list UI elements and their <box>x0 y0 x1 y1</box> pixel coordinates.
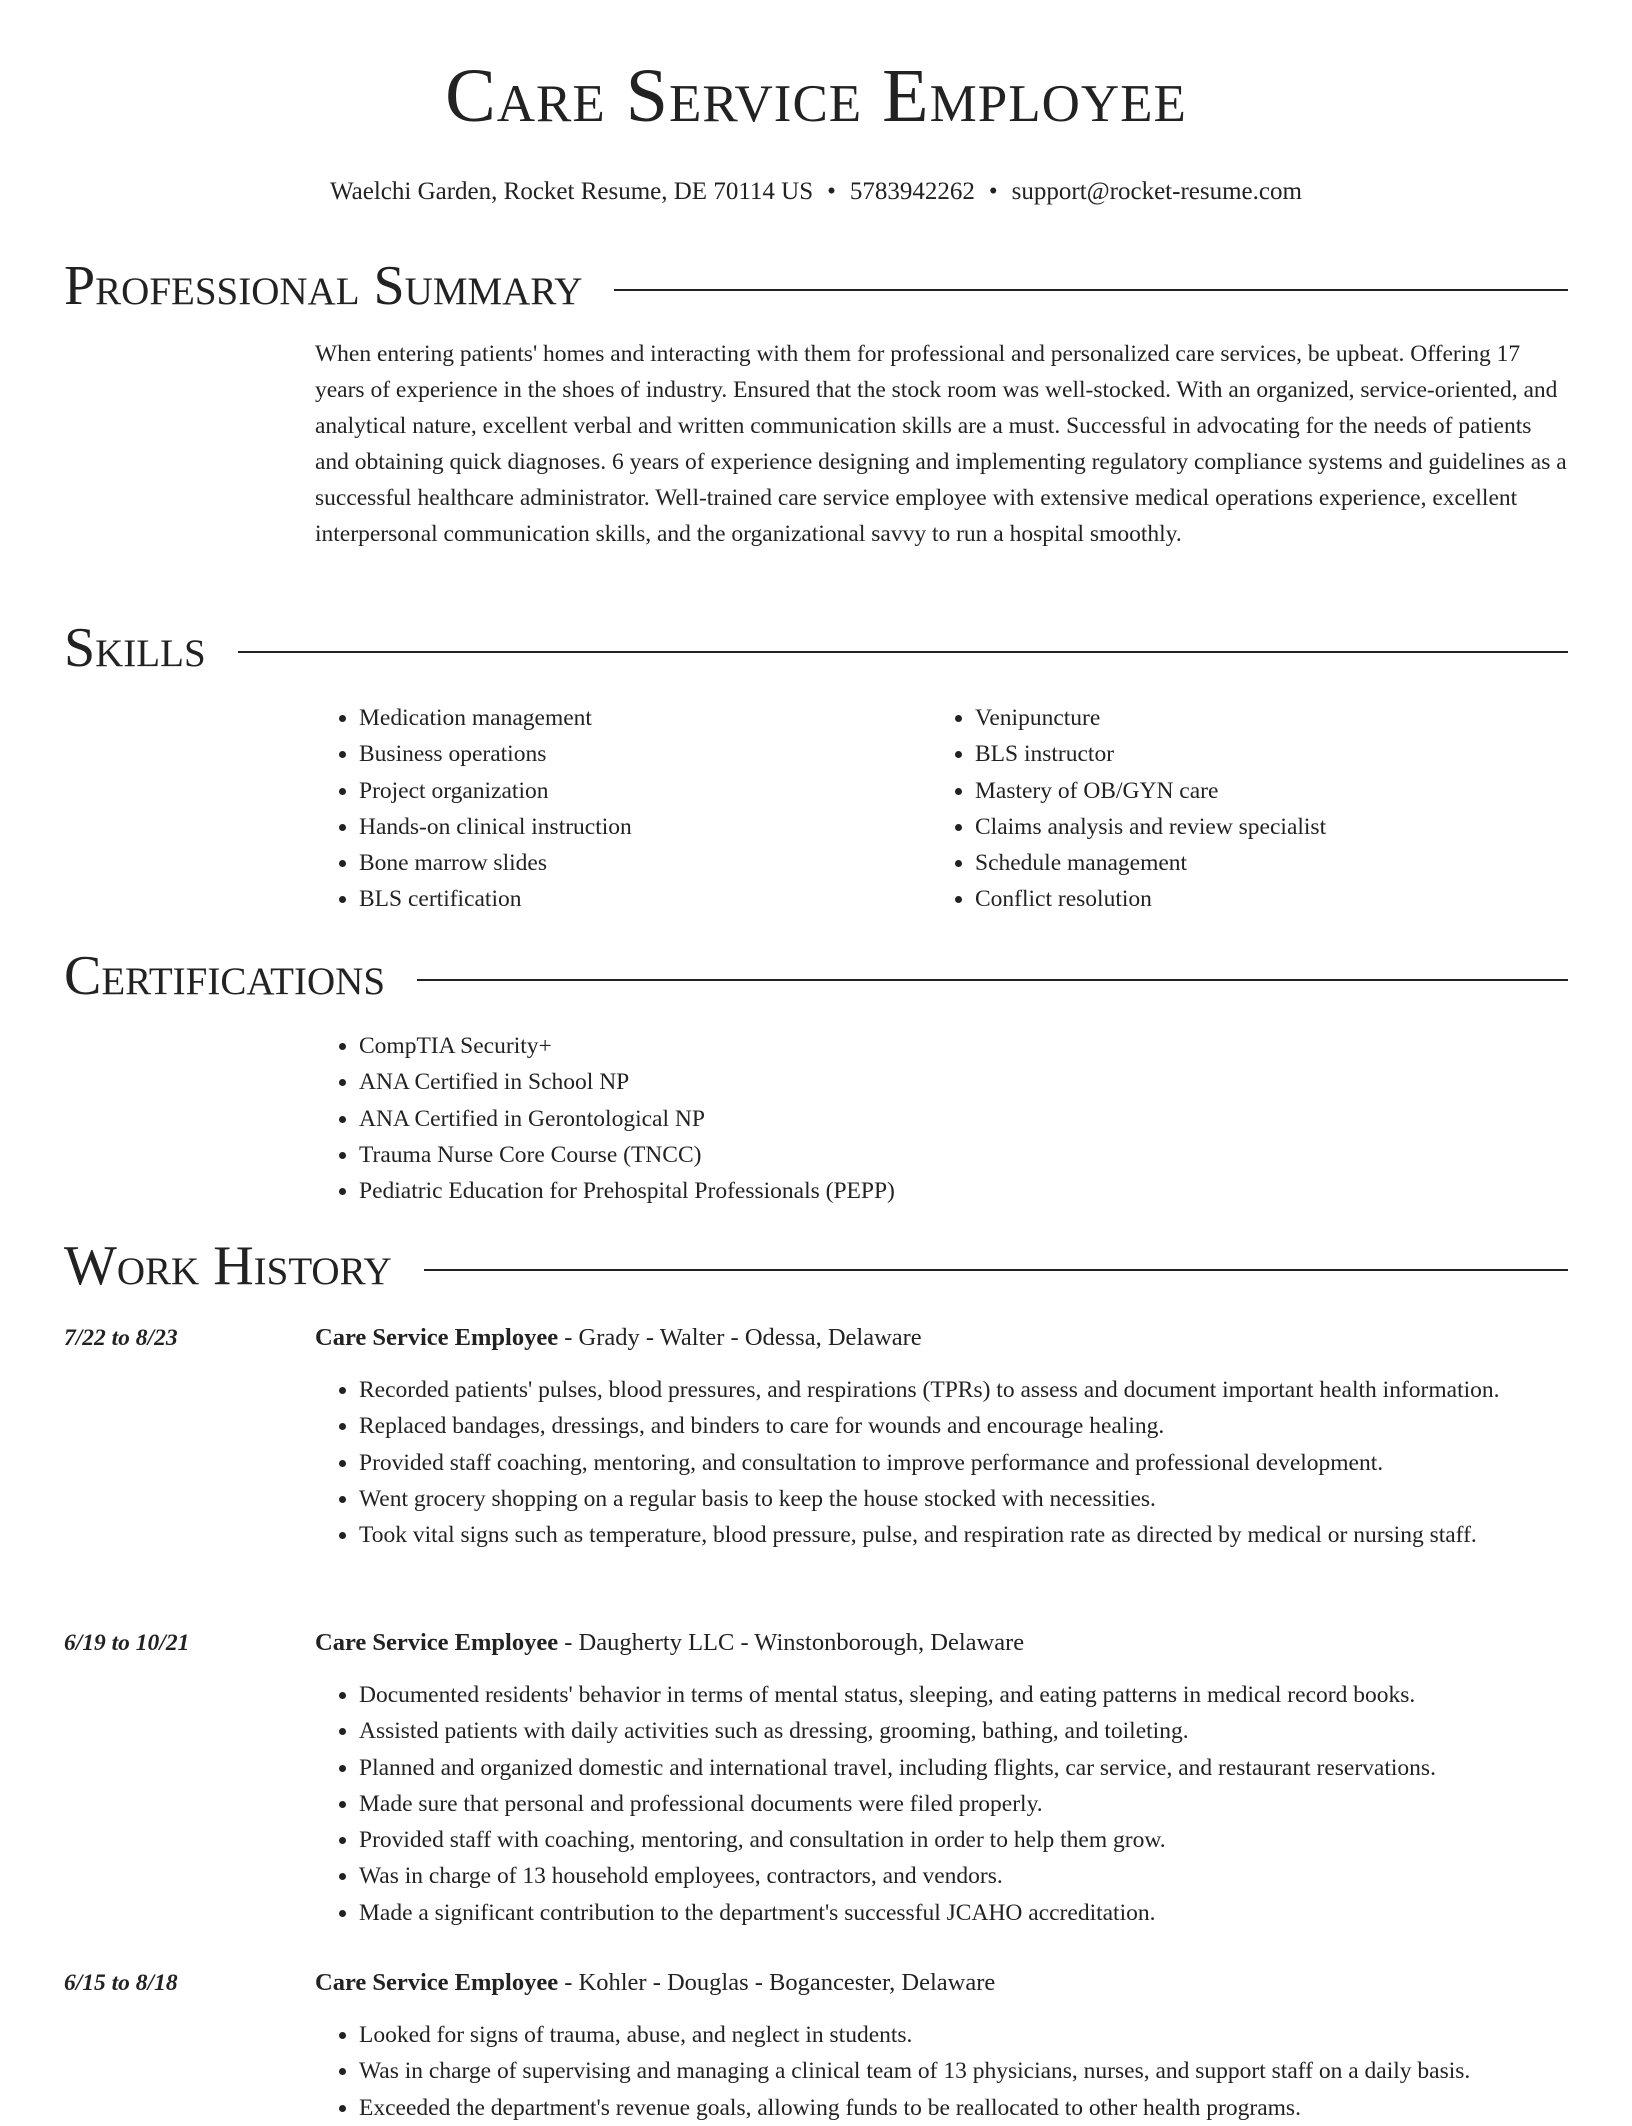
job-title: Care Service Employee <box>315 1969 559 1996</box>
skills-column-left <box>315 700 915 918</box>
job-bullet: • Was in charge of 13 household employees, contractors, and vendors. <box>359 1858 1614 1894</box>
skill-item: • Business operations <box>359 736 915 772</box>
job-dates: 6/19 to 10/21 <box>64 1630 190 1656</box>
certification-item: • Pediatric Education for Prehospital Professionals (PEPP) <box>359 1173 1515 1209</box>
skill-item: • Project organization <box>359 773 915 809</box>
job-bullet: • Provided staff coaching, mentoring, and consultation to improve performance and professional development. <box>359 1445 1614 1481</box>
work-heading: Work History <box>64 1235 392 1297</box>
job-bullet: • Documented residents' behavior in terms of mental status, sleeping, and eating patterns in medical record books. <box>359 1677 1614 1713</box>
certification-item: • CompTIA Security+ <box>359 1028 1515 1064</box>
skill-item: • Conflict resolution <box>975 881 1551 917</box>
skill-item: • Venipuncture <box>975 700 1551 736</box>
job-title: Care Service Employee <box>315 1324 559 1351</box>
skill-item: • Claims analysis and review specialist <box>975 809 1551 845</box>
job-bullet: • Made a significant contribution to the department's successful JCAHO accreditation. <box>359 1895 1614 1931</box>
job-dates: 6/15 to 8/18 <box>64 1970 178 1996</box>
contact-line <box>0 176 1632 208</box>
job-title-line <box>315 1627 1024 1659</box>
job-title-line <box>315 1322 922 1354</box>
work-section-header <box>64 1235 1568 1297</box>
job-bullet: • Exceeded the department's revenue goals, allowing funds to be reallocated to other health programs. <box>359 2090 1614 2126</box>
job-bullet: • Recorded patients' pulses, blood pressures, and respirations (TPRs) to assess and document important health information. <box>359 1372 1614 1408</box>
certifications-list <box>315 1028 1515 1209</box>
job-bullet: • Took vital signs such as temperature, blood pressure, pulse, and respiration rate as directed by medical or nursing staff. <box>359 1517 1614 1553</box>
skill-item: • BLS instructor <box>975 736 1551 772</box>
section-divider <box>238 651 1568 653</box>
contact-phone: 5783942262 <box>849 178 975 205</box>
contact-separator: • <box>827 178 836 205</box>
skill-item: • Schedule management <box>975 845 1551 881</box>
job-bullets <box>315 2017 1614 2126</box>
section-divider <box>424 1269 1568 1271</box>
job-employer: - Daugherty LLC - Winstonborough, Delaware <box>558 1629 1025 1656</box>
skill-item: • Hands-on clinical instruction <box>359 809 915 845</box>
job-bullet: • Assisted patients with daily activities such as dressing, grooming, bathing, and toileting. <box>359 1713 1614 1749</box>
certification-item: • Trauma Nurse Core Course (TNCC) <box>359 1137 1515 1173</box>
summary-section-header <box>64 255 1568 317</box>
skill-item: • Mastery of OB/GYN care <box>975 773 1551 809</box>
certification-item: • ANA Certified in School NP <box>359 1064 1515 1100</box>
job-bullet: • Went grocery shopping on a regular basis to keep the house stocked with necessities. <box>359 1481 1614 1517</box>
skills-column-right <box>931 700 1551 918</box>
contact-separator: • <box>988 178 998 205</box>
summary-text: When entering patients' homes and interacting with them for professional and personalized care services, be upbeat. Offering 17 years of experience in the shoes of industry. Ensured that the stock room was well-stocked. With an organized, service-oriented, and analytical nature, excellent verbal and written communication skills are a must. Successful in advocating for the needs of patients and obtaining quick diagnoses. 6 years of experience designing and implementing regulatory compliance systems and guidelines as a successful healthcare administrator. Well-trained care service employee with extensive medical operations experience, excellent interpersonal communication skills, and the organizational savvy to run a hospital smoothly. <box>315 341 1567 547</box>
job-dates: 7/22 to 8/23 <box>64 1325 178 1351</box>
job-employer: - Kohler - Douglas - Bogancester, Delaware <box>558 1969 996 1996</box>
section-divider <box>614 289 1568 291</box>
job-bullet: • Was in charge of supervising and managing a clinical team of 13 physicians, nurses, and support staff on a daily basis. <box>359 2053 1614 2089</box>
job-bullets <box>315 1677 1614 1931</box>
summary-heading: Professional Summary <box>64 255 583 317</box>
contact-address: Waelchi Garden, Rocket Resume, DE 70114 US <box>330 178 814 205</box>
certification-item: • ANA Certified in Gerontological NP <box>359 1101 1515 1137</box>
section-divider <box>417 979 1568 981</box>
skill-item: • BLS certification <box>359 881 915 917</box>
certifications-heading: Certifications <box>64 945 386 1007</box>
job-title: Care Service Employee <box>315 1629 559 1656</box>
certifications-section-header <box>64 945 1568 1007</box>
job-employer: - Grady - Walter - Odessa, Delaware <box>558 1324 922 1351</box>
job-bullet: • Provided staff with coaching, mentoring, and consultation in order to help them grow. <box>359 1822 1614 1858</box>
job-bullet: • Replaced bandages, dressings, and binders to care for wounds and encourage healing. <box>359 1408 1614 1444</box>
skill-item: • Medication management <box>359 700 915 736</box>
job-bullet: • Looked for signs of trauma, abuse, and neglect in students. <box>359 2017 1614 2053</box>
job-bullet: • Planned and organized domestic and international travel, including flights, car service, and restaurant reservations. <box>359 1750 1614 1786</box>
skill-item: • Bone marrow slides <box>359 845 915 881</box>
candidate-name: Care Service Employee <box>445 54 1187 138</box>
skills-section-header <box>64 617 1568 679</box>
skills-heading: Skills <box>64 617 206 679</box>
contact-email: support@rocket-resume.com <box>1011 178 1302 205</box>
job-bullet: • Made sure that personal and professional documents were filed properly. <box>359 1786 1614 1822</box>
job-title-line <box>315 1967 995 1999</box>
job-bullets <box>315 1372 1614 1553</box>
